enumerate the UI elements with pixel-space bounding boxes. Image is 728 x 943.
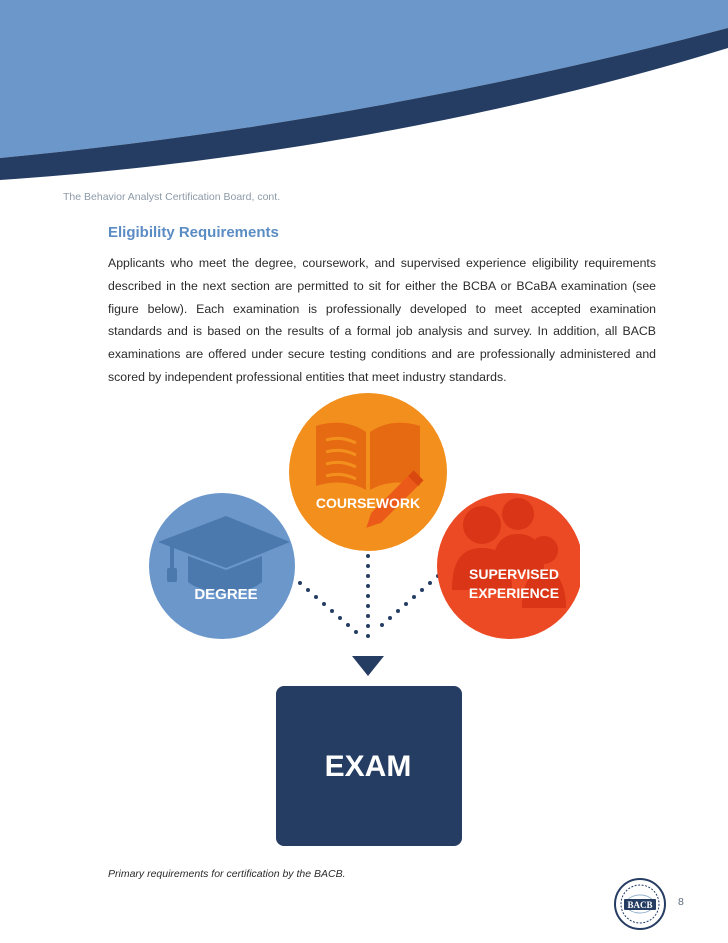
supervised-label-line1: SUPERVISED [469,566,559,582]
connector-degree [290,574,358,634]
connector-lines [290,544,440,638]
section-title: Eligibility Requirements [108,224,279,241]
bacb-seal-logo [614,878,666,930]
connector-coursework [366,544,370,638]
arrowhead [352,656,384,676]
coursework-label: COURSEWORK [315,495,421,511]
coursework-circle [289,393,447,551]
page-number: 8 [678,896,684,908]
running-head: The Behavior Analyst Certification Board, cont. [63,191,281,203]
seal-text: BACB [627,900,653,910]
degree-circle [149,493,295,639]
body-paragraph: Applicants who meet the degree, coursework, and supervised experience eligibility requirements described in the next section are permitted to sit for either the BCBA or BCaBA examination (see figure below). Each examination is professionally developed to meet accepted examination standards and is based on the results of a formal job analysis and survey. In addition, all BACB examinations are offered under secure testing conditions and are professionally administered and scored by independent professional entities that meet industry standards. [108,256,656,384]
supervised-label-line2: EXPERIENCE [468,585,560,601]
exam-box [276,686,462,846]
degree-label: DEGREE [194,586,258,603]
exam-label: EXAM [324,750,412,783]
figure-caption: Primary requirements for certification by the BACB. [108,868,346,880]
connector-supervised [380,574,440,627]
requirements-diagram [140,390,580,850]
header-banner [0,0,728,180]
supervised-experience-circle [437,493,580,639]
